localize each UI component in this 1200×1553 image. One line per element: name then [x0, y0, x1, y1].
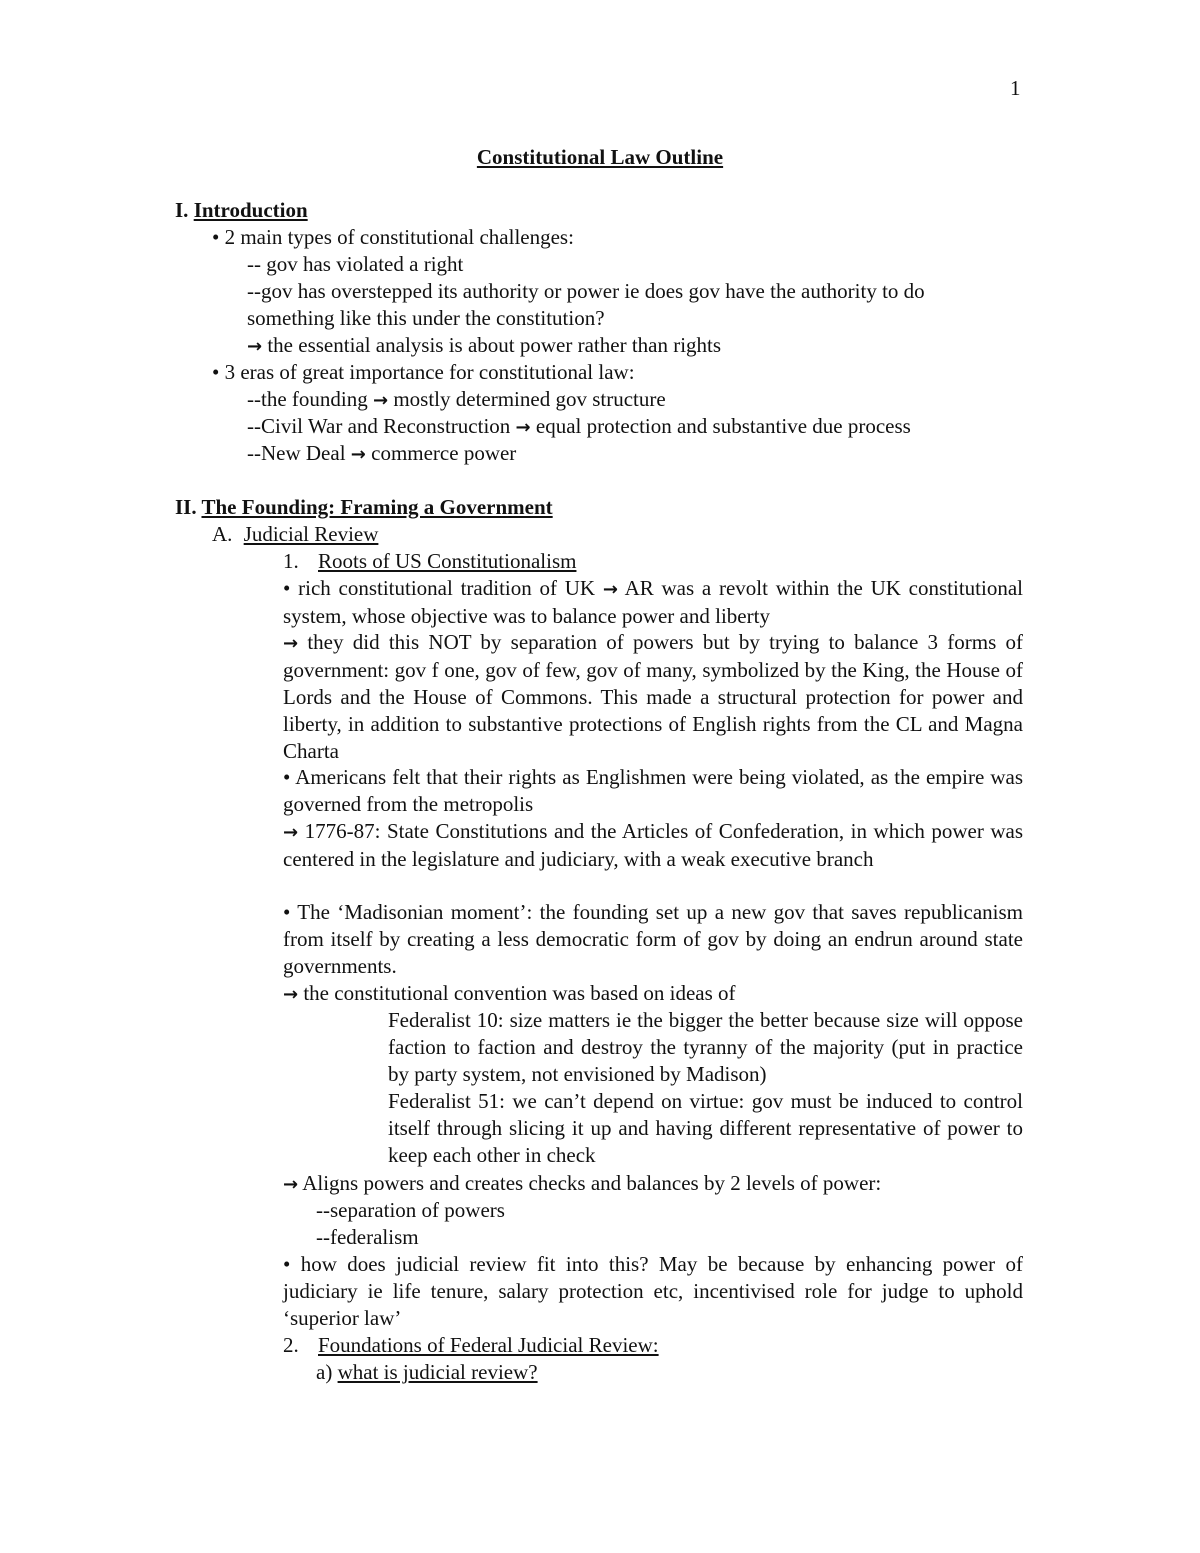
- item-2-heading: 2. Foundations of Federal Judicial Review:: [283, 1333, 659, 1357]
- paragraph-uk-tradition: • rich constitutional tradition of UK → AR was a revolt within the UK constitutional system, whose objective was to balance power and liberty: [283, 576, 1023, 629]
- arrow-icon: →: [602, 579, 618, 600]
- section-title: Introduction: [193, 198, 308, 222]
- page-number: 1: [1010, 76, 1021, 100]
- arrow-icon: →: [372, 390, 389, 411]
- subsection-a-heading: A. Judicial Review: [212, 522, 379, 546]
- level-separation-of-powers: --separation of powers: [316, 1198, 505, 1222]
- arrow-icon: →: [247, 336, 263, 357]
- checks-and-balances: → Aligns powers and creates checks and balances by 2 levels of power:: [283, 1171, 882, 1195]
- federalist-10: Federalist 10: size matters ie the bigger the better because size will oppose faction to faction and destroy the tyranny of the majority (put in practice by party system, not envisioned by Madison): [388, 1008, 1023, 1087]
- arrow-icon: →: [515, 417, 531, 438]
- paragraph-state-constitutions: → 1776-87: State Constitutions and the Articles of Confederation, in which power was centered in the legislature and judiciary, with a weak executive branch: [283, 819, 1024, 872]
- paragraph-balance-forms: → they did this NOT by separation of powers but by trying to balance 3 forms of government: gov f one, gov of few, gov of many, symbolized by the King, the House of Lords and the House of Commons. This made a structural protection for power and liberty, in addition to substantive protections of English rights from the CL and Magna Charta: [283, 630, 1023, 764]
- paragraph-judicial-review-fit: • how does judicial review fit into this? May be because by enhancing power of judiciary ie life tenure, salary protection etc, incentivised role for judge to uphold ‘superior law’: [283, 1252, 1023, 1331]
- arrow-icon: →: [283, 1174, 299, 1195]
- section-heading-introduction: [175, 197, 308, 224]
- item-1-heading: 1. Roots of US Constitutionalism: [283, 549, 577, 573]
- convention-ideas: → the constitutional convention was based on ideas of: [283, 981, 736, 1005]
- arrow-icon: →: [350, 444, 366, 465]
- federalist-51: Federalist 51: we can’t depend on virtue: gov must be induced to control itself through slicing it up and having different representative of power to keep each other in check: [388, 1089, 1023, 1168]
- level-federalism: --federalism: [316, 1225, 419, 1249]
- section-heading-founding: [175, 494, 553, 521]
- item-2a-heading: a) what is judicial review?: [316, 1360, 538, 1384]
- era-civil-war: --Civil War and Reconstruction → equal protection and substantive due process: [247, 414, 911, 438]
- paragraph-madisonian-moment: • The ‘Madisonian moment’: the founding set up a new gov that saves republicanism from itself by creating a less democratic form of gov by doing an endrun around state governments.: [283, 900, 1023, 979]
- arrow-icon: →: [283, 984, 299, 1005]
- bullet-eras: • 3 eras of great importance for constitutional law:: [212, 360, 635, 384]
- arrow-icon: →: [283, 633, 299, 654]
- paragraph-americans: • Americans felt that their rights as Englishmen were being violated, as the empire was governed from the metropolis: [283, 765, 1023, 817]
- challenge-power-line1: --gov has overstepped its authority or power ie does gov have the authority to do: [247, 279, 925, 303]
- essential-analysis: → the essential analysis is about power rather than rights: [247, 333, 722, 357]
- era-founding: --the founding → mostly determined gov structure: [247, 387, 666, 411]
- section-numeral: II.: [175, 495, 197, 519]
- challenge-power-line2: something like this under the constitution?: [247, 306, 605, 330]
- era-new-deal: --New Deal → commerce power: [247, 441, 517, 465]
- bullet-challenges: • 2 main types of constitutional challenges:: [212, 225, 574, 249]
- document-title: Constitutional Law Outline: [476, 145, 724, 169]
- section-title: The Founding: Framing a Government: [201, 495, 553, 519]
- challenge-right: -- gov has violated a right: [247, 252, 464, 276]
- arrow-icon: →: [283, 822, 299, 843]
- section-numeral: I.: [175, 198, 189, 222]
